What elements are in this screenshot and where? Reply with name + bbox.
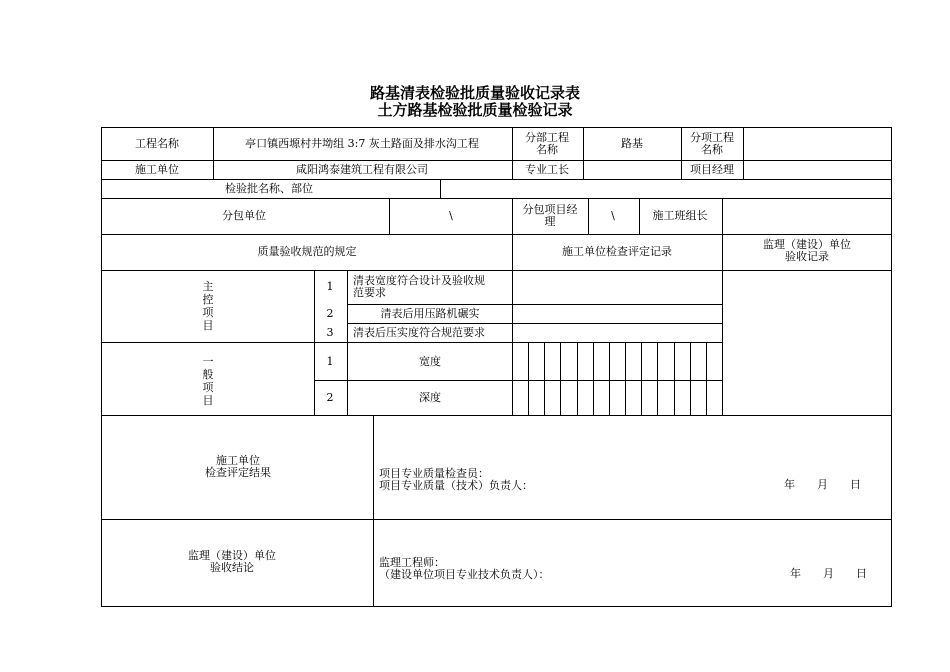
col-divider	[588, 198, 589, 234]
col-divider	[213, 128, 214, 179]
col-divider	[512, 128, 513, 179]
project-name-label: 工程名称	[135, 137, 179, 150]
check-column-header: 施工单位检查评定记录	[562, 245, 672, 258]
supervising-engineer-signature: 监理工程师：	[379, 556, 445, 569]
supervisor-result-label: 监理（建设）单位	[188, 549, 276, 562]
grid-cell-divider	[593, 342, 594, 415]
sub-pm-label: 理	[544, 215, 556, 228]
supervisor-result-date: 年 月 日	[790, 567, 867, 580]
division-label: 分部工程	[525, 131, 569, 144]
subitem-label: 分项工程	[690, 131, 734, 144]
item-requirement: 清表后用压路机碾实	[380, 307, 480, 320]
item-number: 2	[326, 307, 334, 320]
col-divider	[681, 128, 682, 179]
contractor-result-date: 年 月 日	[784, 478, 861, 491]
subcontractor-value: \	[449, 209, 453, 222]
item-requirement: 清表后压实度符合规范要求	[353, 326, 485, 339]
grid-cell-divider	[544, 342, 545, 415]
grid-cell-divider	[512, 342, 513, 415]
contractor-value: 咸阳鸿泰建筑工程有限公司	[296, 163, 428, 176]
owner-representative-signature: （建设单位项目专业技术负责人）：	[379, 568, 550, 581]
main-items-label: 主控项目	[202, 280, 214, 332]
row-divider	[102, 179, 892, 180]
quality-inspector-signature: 项目专业质量检查员：	[379, 467, 489, 480]
contractor-result-label: 检查评定结果	[205, 466, 271, 479]
item-number: 3	[326, 326, 334, 339]
col-divider	[389, 198, 390, 234]
row-divider	[102, 519, 892, 520]
row-divider	[102, 198, 892, 199]
sub-pm-label: 分包项目经	[522, 203, 578, 216]
foreman-label: 专业工长	[525, 163, 569, 176]
col-divider	[440, 179, 441, 198]
col-divider	[722, 198, 723, 234]
division-label: 名称	[536, 143, 558, 156]
item-requirement: 范要求	[353, 286, 386, 299]
supervisor-column-header: 监理（建设）单位	[763, 238, 851, 251]
grid-cell-divider	[609, 342, 610, 415]
row-divider	[102, 160, 892, 161]
row-divider	[314, 380, 722, 381]
grid-cell-divider	[641, 342, 642, 415]
item-requirement: 深度	[419, 391, 441, 404]
division-value: 路基	[621, 137, 643, 150]
batch-label: 检验批名称、部位	[225, 182, 313, 195]
grid-cell-divider	[657, 342, 658, 415]
col-divider	[347, 270, 348, 415]
row-divider	[102, 270, 892, 271]
project-name-value: 亭口镇西塬村井坳组 3:7 灰土路面及排水沟工程	[245, 137, 479, 150]
grid-cell-divider	[690, 342, 691, 415]
grid-cell-divider	[577, 342, 578, 415]
col-divider	[373, 415, 374, 607]
contractor-label: 施工单位	[135, 163, 179, 176]
row-divider	[347, 304, 722, 305]
spec-column-header: 质量验收规范的规定	[257, 245, 357, 258]
team-leader-label: 施工班组长	[652, 209, 708, 222]
contractor-result-label: 施工单位	[216, 454, 260, 467]
col-divider	[743, 128, 744, 179]
general-items-label: 一般项目	[202, 355, 214, 407]
grid-cell-divider	[528, 342, 529, 415]
form-title: 路基清表检验批质量验收记录表	[369, 84, 580, 102]
supervisor-column-header: 验收记录	[785, 250, 829, 263]
col-divider	[314, 270, 315, 415]
item-number: 1	[326, 355, 334, 368]
form-subtitle: 土方路基检验批质量检验记录	[377, 101, 573, 119]
inspection-form-table	[101, 127, 892, 607]
col-divider	[512, 234, 513, 270]
col-divider	[512, 270, 513, 342]
col-divider	[512, 198, 513, 234]
grid-cell-divider	[674, 342, 675, 415]
sub-pm-value: \	[611, 209, 615, 222]
item-number: 2	[326, 391, 334, 404]
item-requirement: 清表宽度符合设计及验收规	[353, 274, 485, 287]
row-divider	[102, 234, 892, 235]
supervisor-result-label: 验收结论	[210, 561, 254, 574]
col-divider	[583, 128, 584, 179]
item-number: 1	[326, 280, 334, 293]
row-divider	[347, 323, 722, 324]
tech-lead-signature: 项目专业质量（技术）负责人：	[379, 479, 533, 492]
pm-label: 项目经理	[690, 163, 734, 176]
subitem-label: 名称	[701, 143, 723, 156]
subcontractor-label: 分包单位	[222, 209, 266, 222]
grid-cell-divider	[625, 342, 626, 415]
grid-cell-divider	[560, 342, 561, 415]
col-divider	[639, 198, 640, 234]
row-divider	[102, 342, 722, 343]
grid-cell-divider	[706, 342, 707, 415]
grid-cell-divider	[722, 342, 723, 415]
item-requirement: 宽度	[419, 355, 441, 368]
row-divider	[102, 415, 892, 416]
